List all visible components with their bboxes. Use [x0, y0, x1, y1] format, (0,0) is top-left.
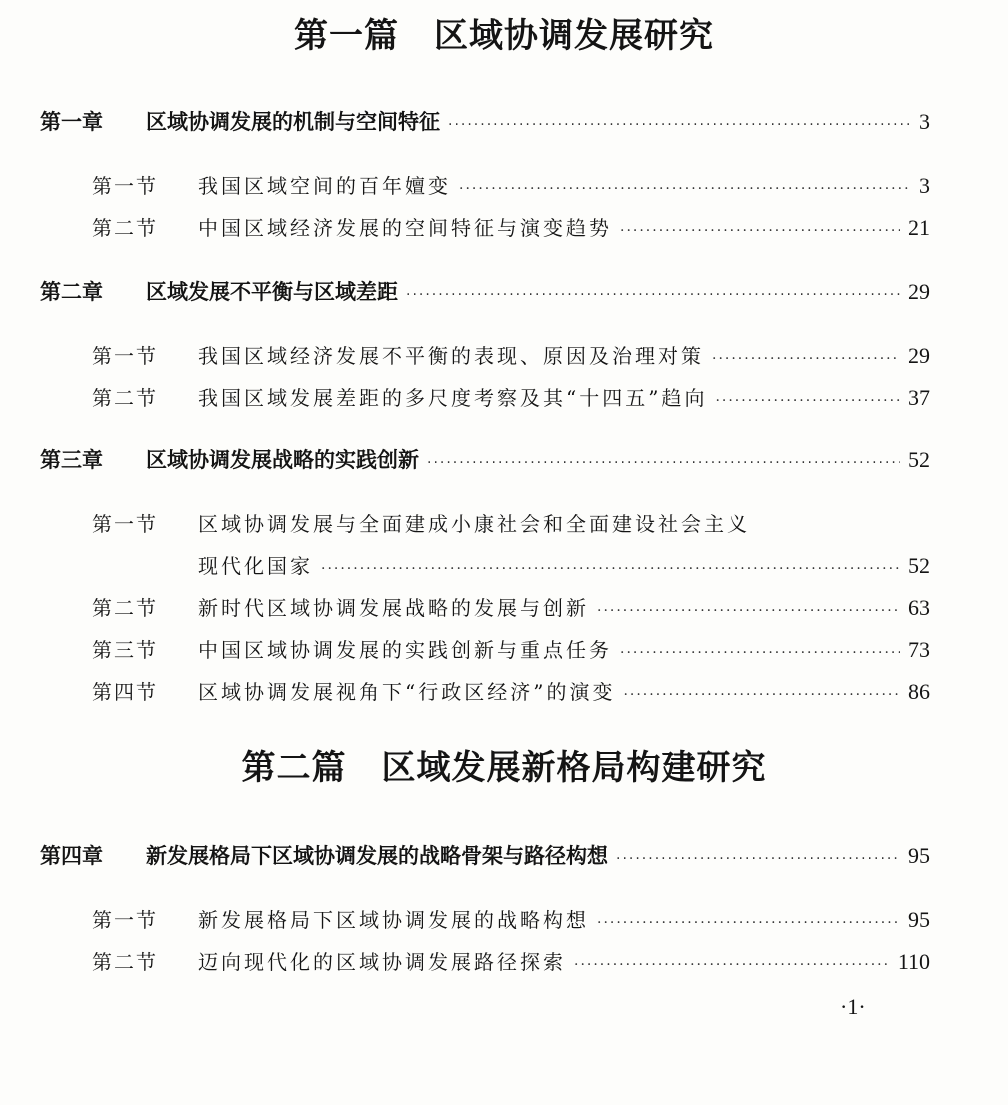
section-label: 第一节 [92, 174, 158, 198]
page-number: 95 [908, 843, 930, 868]
dot-leader [620, 645, 900, 661]
chapter-title: 区域协调发展的机制与空间特征 [146, 110, 440, 134]
part-title: 第一篇 区域协调发展研究 [294, 16, 714, 56]
dot-leader [427, 455, 900, 471]
section-title: 区域协调发展与全面建成小康社会和全面建设社会主义 [198, 512, 750, 536]
toc-chapter-entry[interactable] [40, 276, 930, 306]
dot-leader [715, 393, 900, 409]
page-number: 37 [908, 385, 930, 410]
toc-section-entry[interactable] [92, 170, 930, 199]
dot-leader [406, 287, 900, 303]
page-number: 86 [908, 679, 930, 704]
chapter-label: 第一章 [40, 110, 103, 134]
toc-section-entry[interactable] [92, 508, 930, 537]
dot-leader [321, 561, 900, 577]
section-label: 第一节 [92, 908, 158, 932]
dot-leader [616, 851, 900, 867]
section-label: 第二节 [92, 216, 158, 240]
page-number: 63 [908, 595, 930, 620]
page-number: 52 [908, 553, 930, 578]
section-label: 第一节 [92, 344, 158, 368]
page-number: 29 [908, 343, 930, 368]
toc-chapter-entry[interactable] [40, 444, 930, 474]
section-title: 新发展格局下区域协调发展的战略构想 [198, 908, 589, 932]
toc-section-entry[interactable] [92, 634, 930, 663]
toc-chapter-entry[interactable] [40, 840, 930, 870]
dot-leader [712, 351, 900, 367]
page-number: 73 [908, 637, 930, 662]
dot-leader [597, 915, 900, 931]
section-label: 第二节 [92, 596, 158, 620]
page-number: 29 [908, 279, 930, 304]
page-number: 95 [908, 907, 930, 932]
page-number: 52 [908, 447, 930, 472]
section-label: 第一节 [92, 512, 158, 536]
section-title: 中国区域协调发展的实践创新与重点任务 [198, 638, 612, 662]
dot-leader [459, 181, 911, 197]
chapter-title: 区域协调发展战略的实践创新 [146, 448, 419, 472]
toc-section-entry[interactable] [92, 946, 930, 975]
toc-section-entry[interactable] [92, 592, 930, 621]
dot-leader [574, 957, 890, 973]
toc-chapter-entry[interactable] [40, 106, 930, 136]
section-title: 我国区域经济发展不平衡的表现、原因及治理对策 [198, 344, 704, 368]
chapter-label: 第四章 [40, 844, 103, 868]
part-title: 第二篇 区域发展新格局构建研究 [241, 748, 767, 788]
section-title: 新时代区域协调发展战略的发展与创新 [198, 596, 589, 620]
toc-section-entry[interactable] [92, 212, 930, 241]
page-folio: ·1· [840, 994, 866, 1019]
chapter-label: 第三章 [40, 448, 103, 472]
section-title: 迈向现代化的区域协调发展路径探索 [198, 950, 566, 974]
chapter-title: 新发展格局下区域协调发展的战略骨架与路径构想 [146, 844, 608, 868]
section-label: 第四节 [92, 680, 158, 704]
toc-section-continuation[interactable] [198, 550, 930, 579]
section-title: 我国区域空间的百年嬗变 [198, 174, 451, 198]
section-label: 第二节 [92, 386, 158, 410]
section-title: 中国区域经济发展的空间特征与演变趋势 [198, 216, 612, 240]
page-number: 110 [897, 949, 930, 974]
toc-section-entry[interactable] [92, 676, 930, 705]
section-title-continuation: 现代化国家 [198, 554, 313, 578]
chapter-label: 第二章 [40, 280, 103, 304]
toc-section-entry[interactable] [92, 382, 930, 411]
section-label: 第二节 [92, 950, 158, 974]
dot-leader [597, 603, 900, 619]
dot-leader [620, 223, 900, 239]
page-number: 3 [919, 173, 930, 198]
dot-leader [448, 117, 911, 133]
page-number: 3 [919, 109, 930, 134]
toc-section-entry[interactable] [92, 340, 930, 369]
toc-section-entry[interactable] [92, 904, 930, 933]
page-number: 21 [908, 215, 930, 240]
chapter-title: 区域发展不平衡与区域差距 [146, 280, 398, 304]
section-title: 区域协调发展视角下“行政区经济”的演变 [198, 680, 616, 704]
section-title: 我国区域发展差距的多尺度考察及其“十四五”趋向 [198, 386, 708, 410]
section-label: 第三节 [92, 638, 158, 662]
dot-leader [623, 687, 900, 703]
